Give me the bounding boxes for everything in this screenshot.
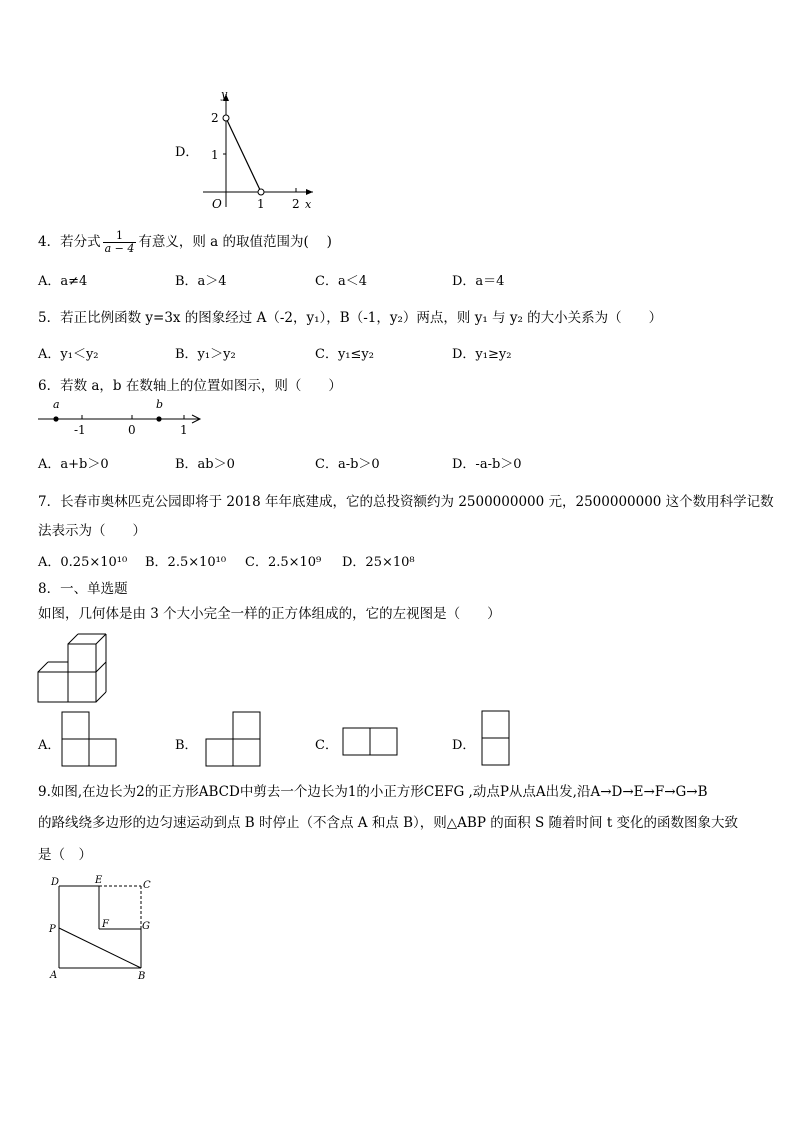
- q8-option-c-label: C．: [315, 738, 338, 753]
- q4-option-b: B．a＞4: [175, 274, 227, 289]
- q8-option-d-figure: [480, 709, 512, 767]
- q8-stem: 如图，几何体是由 3 个大小完全一样的正方体组成的，它的左视图是（ ）: [38, 606, 501, 622]
- q8-option-b-label: B．: [175, 738, 198, 753]
- origin-label: O: [212, 197, 222, 211]
- q4-fraction: [103, 230, 137, 255]
- q8-option-c-figure: [341, 726, 401, 758]
- q8-option-b-figure: [204, 710, 264, 768]
- q9-stem-line1: 9.如图,在边长为2的正方形ABCD中剪去一个边长为1的小正方形CEFG ,动点P从点A出发,沿A→D→E→F→G→B: [38, 784, 708, 800]
- q9-square-figure: [44, 872, 164, 984]
- q7-stem-line2: 法表示为（ ）: [38, 523, 146, 539]
- q8-option-a-label: A．: [38, 738, 61, 753]
- q7-option-d: D．25×10⁸: [342, 555, 415, 570]
- q9-stem-line2: 的路线绕多边形的边匀速运动到点 B 时停止（不含点 A 和点 B），则△ABP 的面积 S 随着时间 t 变化的函数图象大致: [38, 815, 739, 831]
- q4-prefix: 4．若分式: [38, 234, 101, 250]
- q8-cube-figure: [36, 632, 116, 706]
- q6-option-b: B．ab＞0: [175, 457, 235, 472]
- q6-option-a: A．a+b＞0: [38, 457, 109, 472]
- label-g: G: [142, 921, 150, 932]
- x-tick-2: 2: [292, 197, 300, 211]
- q4-option-c: C．a＜4: [315, 274, 367, 289]
- tick-1: 1: [180, 423, 188, 437]
- q7-option-a: A．0.25×10¹⁰: [38, 555, 128, 570]
- tick-neg1: -1: [74, 423, 86, 437]
- y-axis-label: y: [221, 88, 228, 101]
- q7-option-c: C．2.5×10⁹: [245, 555, 322, 570]
- x-tick-1: 1: [257, 197, 265, 211]
- q4-frac-den: a − 4: [104, 242, 135, 255]
- q5-option-b: B．y₁＞y₂: [175, 347, 236, 362]
- label-c: C: [143, 880, 151, 891]
- label-d: D: [51, 877, 60, 888]
- q7-stem-line1: 7．长春市奥林匹克公园即将于 2018 年年底建成，它的总投资额约为 2500000000 元，2500000000 这个数用科学记数: [38, 494, 774, 510]
- q4-option-a: A．a≠4: [38, 274, 88, 289]
- q7-option-b: B．2.5×10¹⁰: [145, 555, 227, 570]
- label-a: A: [50, 970, 58, 981]
- q4-suffix: 有意义，则 a 的取值范围为( ): [138, 234, 332, 250]
- q3-option-d-label: D．: [175, 145, 199, 160]
- q5-option-c: C．y₁≤y₂: [315, 347, 374, 362]
- q8-heading: 8．一、单选题: [38, 581, 128, 597]
- q6-option-d: D．-a-b＞0: [452, 457, 522, 472]
- label-f: F: [102, 919, 109, 930]
- y-tick-1: 1: [211, 148, 219, 162]
- q5-option-a: A．y₁＜y₂: [38, 347, 99, 362]
- q3-option-d-graph: [195, 82, 325, 212]
- label-e: E: [95, 875, 103, 886]
- q6-stem: 6．若数 a，b 在数轴上的位置如图示，则（ ）: [38, 378, 342, 394]
- q9-stem-line3: 是（ ）: [38, 847, 92, 863]
- q4-frac-num: 1: [103, 230, 137, 243]
- y-tick-2: 2: [211, 111, 219, 125]
- q6-number-line: [36, 395, 206, 437]
- point-a-label: a: [53, 398, 60, 411]
- q8-option-a-figure: [60, 710, 120, 768]
- tick-0: 0: [128, 423, 136, 437]
- q6-option-c: C．a-b＞0: [315, 457, 380, 472]
- q5-stem: 5．若正比例函数 y=3x 的图象经过 A（-2，y₁），B（-1，y₂）两点，则 y₁ 与 y₂ 的大小关系为（ ）: [38, 310, 663, 326]
- x-axis-label: x: [305, 198, 312, 211]
- q4-stem: [38, 230, 332, 255]
- q4-option-d: D．a＝4: [452, 274, 505, 289]
- q5-option-d: D．y₁≥y₂: [452, 347, 512, 362]
- point-b-label: b: [156, 398, 164, 411]
- q8-option-d-label: D．: [452, 738, 476, 753]
- label-p: P: [49, 924, 56, 935]
- label-b: B: [138, 971, 146, 982]
